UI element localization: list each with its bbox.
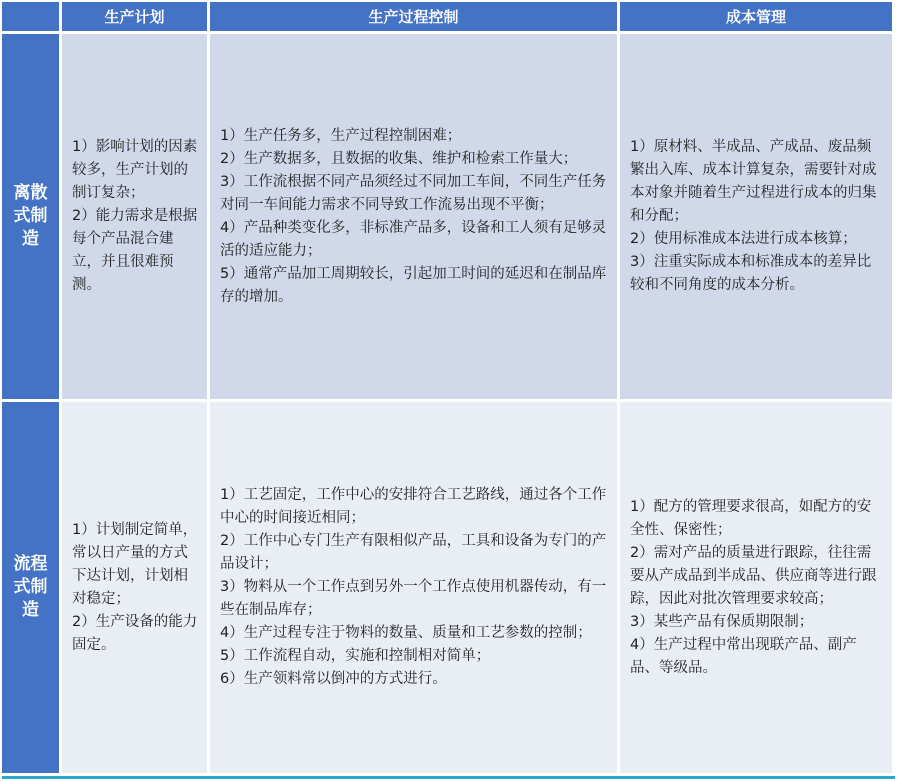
list-item: 2）使用标准成本法进行成本核算；	[630, 231, 857, 247]
list-item: 6）生产领料常以倒冲的方式进行。	[220, 671, 447, 687]
cell-discrete-process	[210, 34, 620, 402]
list-item: 4）生产过程专注于物料的数量、质量和工艺参数的控制；	[220, 625, 592, 641]
list-item: 1）计划制定简单，常以日产量的方式下达计划，计划相对稳定；	[72, 521, 198, 607]
list-item: 3）注重实际成本和标准成本的差异比较和不同角度的成本分析。	[630, 254, 872, 293]
list-item: 1）影响计划的因素较多，生产计划的制订复杂；	[72, 139, 198, 201]
row-label-discrete: 离散式制造	[2, 34, 62, 402]
list-item: 5）工作流程自动，实施和控制相对简单；	[220, 648, 491, 664]
comparison-table	[2, 2, 895, 776]
list-item: 2）工作中心专门生产有限相似产品，工具和设备为专门的产品设计；	[220, 533, 607, 572]
list-item: 5）通常产品加工周期较长，引起加工时间的延迟和在制品库存的增加。	[220, 265, 607, 305]
list-item: 2）生产设备的能力固定。	[72, 613, 198, 653]
list-item: 2）需对产品的质量进行跟踪，往往需要从产成品到半成品、供应商等进行跟踪，因此对批次管理要求较高；	[630, 544, 877, 607]
bottom-divider	[2, 776, 895, 779]
list-item: 3）工作流根据不同产品须经过不同加工车间，不同生产任务对同一车间能力需求不同导致工作流易出现不平衡；	[220, 173, 607, 213]
row-label-process: 流程式制造	[2, 402, 62, 776]
list-item: 1）原材料、半成品、产成品、废品频繁出入库、成本计算复杂，需要针对成本对象并随着生产过程进行成本的归集和分配；	[630, 139, 877, 224]
corner-cell	[2, 2, 62, 34]
list-item: 1）工艺固定，工作中心的安排符合工艺路线，通过各个工作中心的时间接近相同；	[220, 487, 607, 526]
table-row-discrete	[2, 34, 895, 402]
header-process: 生产过程控制	[210, 2, 620, 34]
list-item: 2）能力需求是根据每个产品混合建立，并且很难预测。	[72, 208, 198, 293]
list-item: 3）物料从一个工作点到另外一个工作点使用机器传动，有一些在制品库存；	[220, 579, 607, 618]
list-item: 2）生产数据多，且数据的收集、维护和检索工作量大；	[220, 150, 578, 167]
list-item: 4）生产过程中常出现联产品、副产品、等级品。	[630, 636, 857, 676]
list-item: 1）生产任务多，生产过程控制困难；	[220, 127, 462, 144]
table-row-process	[2, 402, 895, 776]
list-item: 1）配方的管理要求很高，如配方的安全性、保密性；	[630, 498, 872, 538]
list-item: 4）产品种类变化多，非标准产品多，设备和工人须有足够灵活的适应能力；	[220, 219, 607, 259]
cell-process-plan	[62, 402, 210, 776]
cell-process-process	[210, 402, 620, 776]
header-plan: 生产计划	[62, 2, 210, 34]
cell-discrete-cost	[620, 34, 895, 402]
header-row	[2, 2, 895, 34]
cell-discrete-plan	[62, 34, 210, 402]
header-cost: 成本管理	[620, 2, 895, 34]
list-item: 3）某些产品有保质期限制；	[630, 613, 814, 630]
cell-process-cost	[620, 402, 895, 776]
